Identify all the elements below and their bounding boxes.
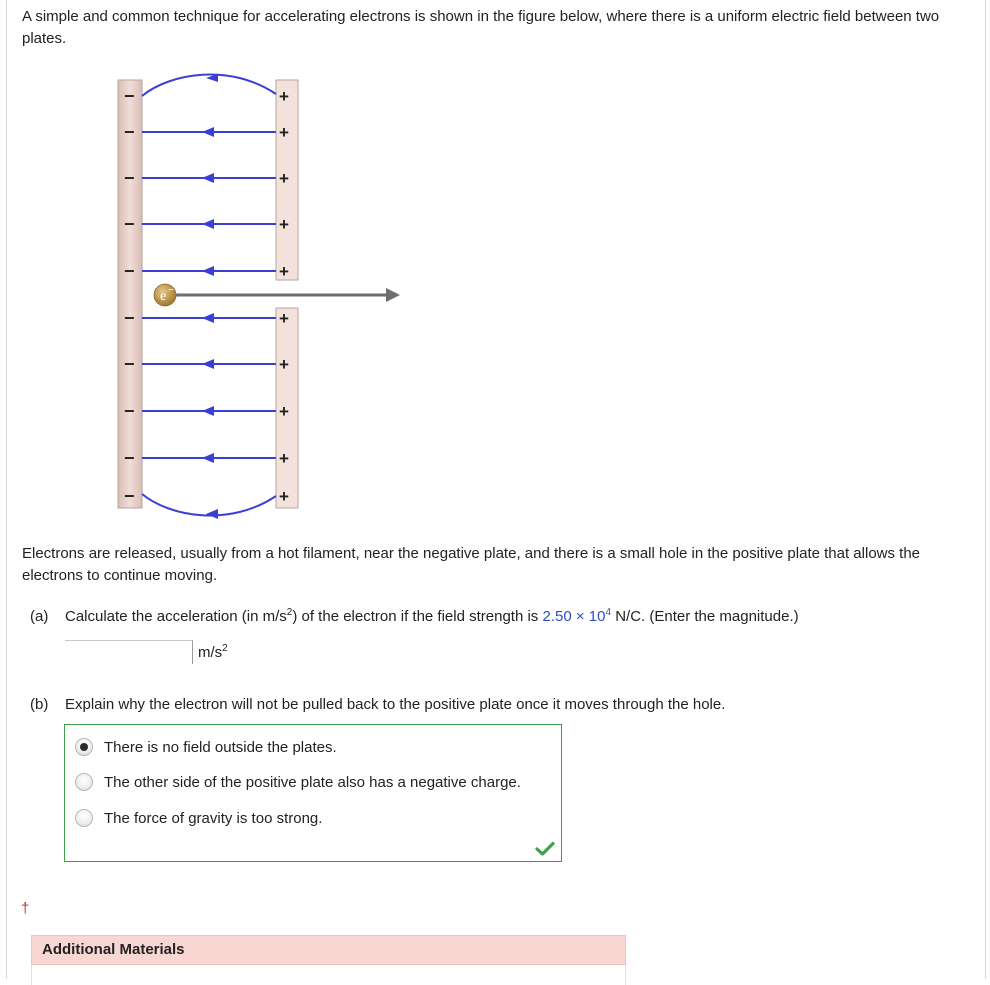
part-a-text-before: Calculate the acceleration (in m/s xyxy=(65,608,287,625)
radio-button[interactable] xyxy=(75,773,93,791)
field-strength-value xyxy=(542,608,611,625)
field-arrowhead xyxy=(206,509,218,519)
answer-unit xyxy=(198,644,228,661)
choice-label: The force of gravity is too strong. xyxy=(104,809,323,827)
part-a-text-end: N/C. (Enter the magnitude.) xyxy=(611,608,799,625)
choice-option-2[interactable] xyxy=(75,771,521,793)
additional-materials-panel xyxy=(31,965,626,985)
positive-sign: + xyxy=(279,309,289,328)
field-arrowhead xyxy=(202,127,214,137)
trajectory-arrowhead xyxy=(386,288,400,302)
capacitor-figure xyxy=(110,68,410,527)
negative-sign: − xyxy=(124,401,135,421)
part-a-text-after: ) of the electron if the field strength is xyxy=(292,608,543,625)
correct-check-icon xyxy=(535,841,555,857)
negative-sign: − xyxy=(124,214,135,234)
part-a-label: (a) xyxy=(30,608,49,625)
description-text: Electrons are released, usually from a hot filament, near the negative plate, and there is a small hole in the positive plate that allows the electrons to continue moving. xyxy=(22,545,921,584)
choice-label: There is no field outside the plates. xyxy=(104,738,337,756)
field-value-exp: 4 xyxy=(605,607,612,618)
negative-sign: − xyxy=(124,448,135,468)
negative-sign: − xyxy=(124,486,135,506)
field-arrowhead xyxy=(202,453,214,463)
positive-sign: + xyxy=(279,215,289,234)
part-b-label: (b) xyxy=(30,696,49,713)
field-value-base: 2.50 × 10 xyxy=(542,608,606,625)
unit-exp: 2 xyxy=(222,643,228,654)
electron-charge: − xyxy=(168,285,174,296)
additional-materials-header[interactable]: Additional Materials xyxy=(31,935,626,965)
field-arrowhead xyxy=(202,173,214,183)
negative-sign: − xyxy=(124,308,135,328)
positive-sign: + xyxy=(279,262,289,281)
negative-sign: − xyxy=(124,261,135,281)
choice-label: The other side of the positive plate also has a negative charge. xyxy=(104,773,521,791)
field-arrowhead xyxy=(202,406,214,416)
negative-plate xyxy=(118,80,142,508)
field-arrowhead xyxy=(202,266,214,276)
answer-choices xyxy=(64,724,562,862)
negative-sign: − xyxy=(124,86,135,106)
positive-sign: + xyxy=(279,355,289,374)
part-a-question xyxy=(65,608,799,625)
part-a-unit-exp: 2 xyxy=(286,607,293,618)
field-line xyxy=(142,494,276,515)
positive-sign: + xyxy=(279,169,289,188)
positive-sign: + xyxy=(279,449,289,468)
field-arrowhead xyxy=(202,359,214,369)
positive-sign: + xyxy=(279,402,289,421)
choice-option-3[interactable] xyxy=(75,807,322,829)
radio-selected-dot xyxy=(80,743,88,751)
acceleration-answer-input[interactable] xyxy=(65,640,193,664)
radio-button[interactable] xyxy=(75,738,93,756)
field-arrowhead xyxy=(202,313,214,323)
electron-label: e xyxy=(160,289,167,304)
dagger-mark: † xyxy=(21,900,30,917)
intro-text: A simple and common technique for accelerating electrons is shown in the figure below, where there is a uniform electric field between two plates. xyxy=(22,8,940,47)
field-arrowhead xyxy=(202,219,214,229)
negative-sign: − xyxy=(124,354,135,374)
radio-button[interactable] xyxy=(75,809,93,827)
negative-sign: − xyxy=(124,168,135,188)
capacitor-diagram xyxy=(110,68,410,523)
choice-option-1[interactable] xyxy=(75,736,337,758)
unit-base: m/s xyxy=(198,644,223,661)
part-b-question: Explain why the electron will not be pulled back to the positive plate once it moves through the hole. xyxy=(65,696,726,713)
positive-sign: + xyxy=(279,123,289,142)
positive-sign: + xyxy=(279,487,289,506)
positive-sign: + xyxy=(279,87,289,106)
negative-sign: − xyxy=(124,122,135,142)
